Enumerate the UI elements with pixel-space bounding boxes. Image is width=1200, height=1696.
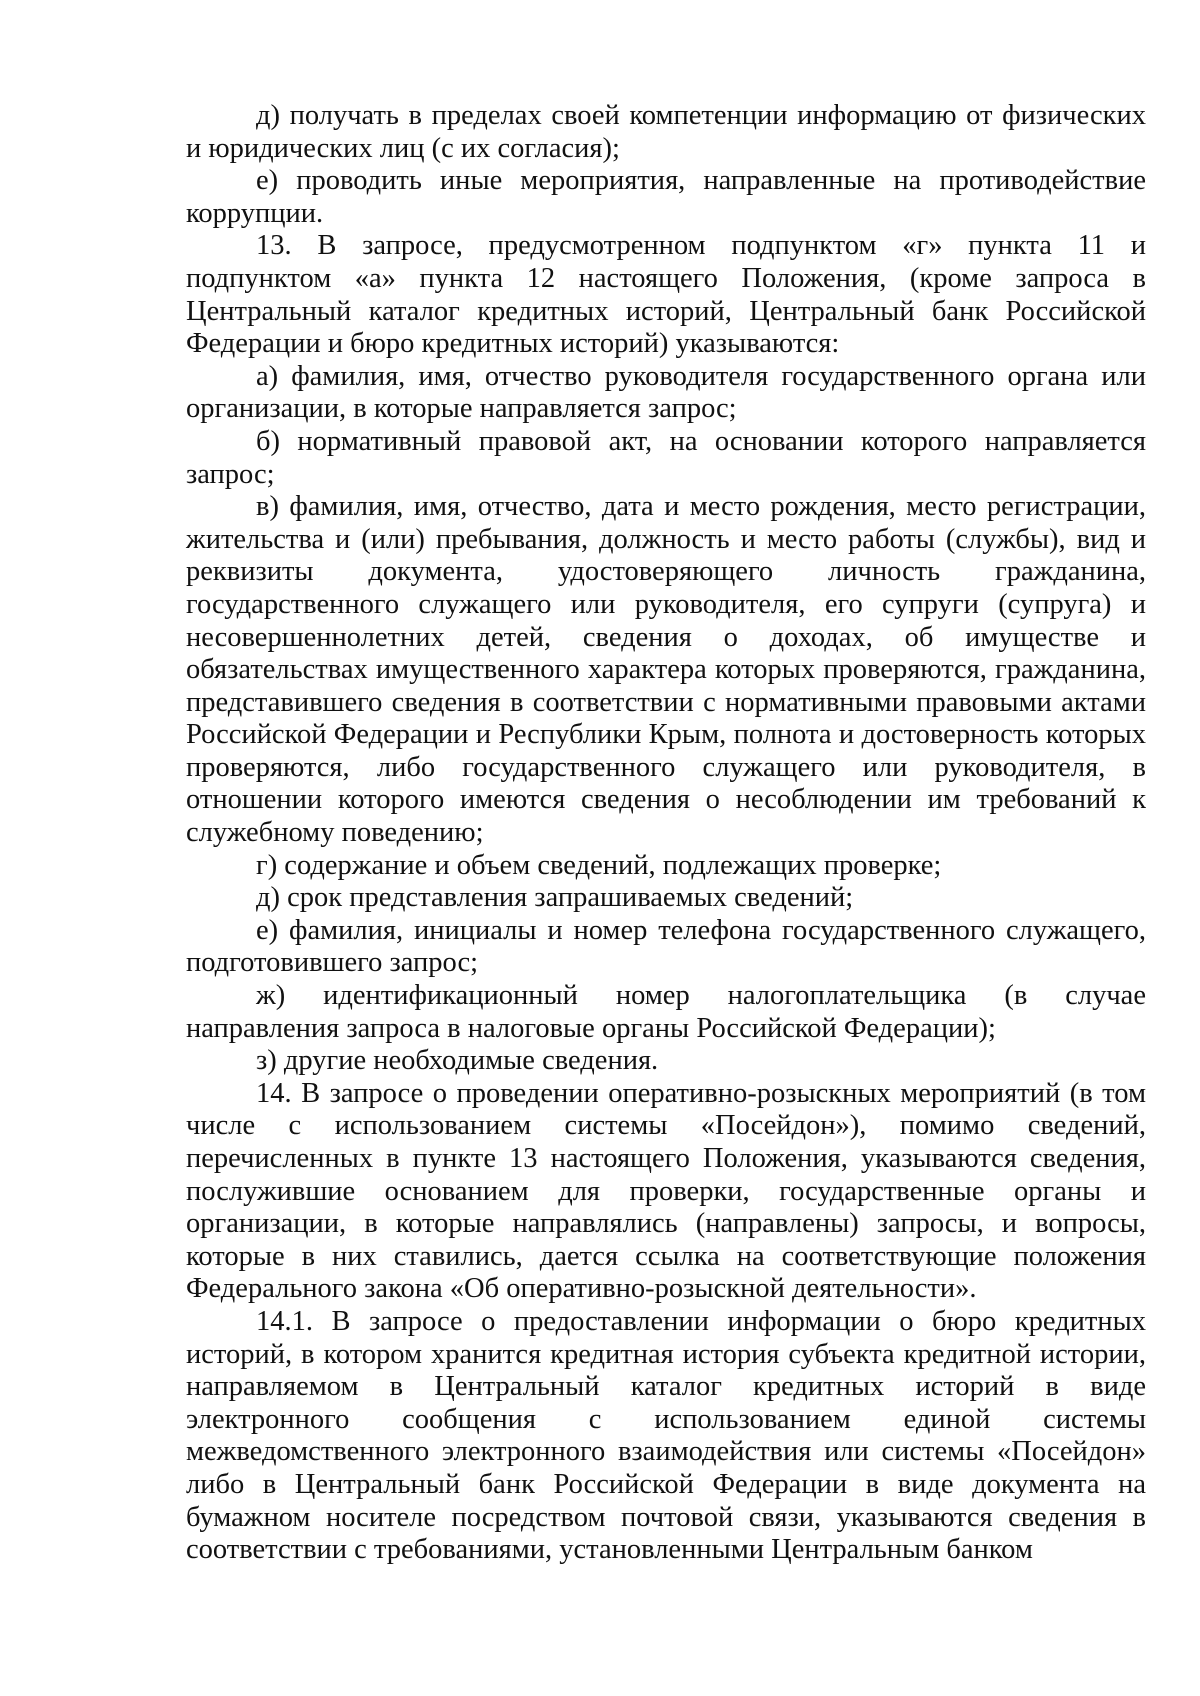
paragraph-14-1-credit-bureau: 14.1. В запросе о предоставлении информации о бюро кредитных историй, в котором хранится кредитная история субъекта кредитной истории, направляемом в Центральный каталог кредитных историй в виде электронного сообщения с использованием единой системы межведомственного электронного взаимодействия или системы «Посейдон» либо в Центральный банк Российской Федерации в виде документа на бумажном носителе посредством почтовой связи, указываются сведения в соответствии с требованиями, установленными Центральным банком xyxy=(186,1305,1146,1566)
paragraph-13d-deadline: д) срок представления запрашиваемых сведений; xyxy=(256,882,854,914)
paragraph-13a-head-name: а) фамилия, имя, отчество руководителя государственного органа или организации, в которые направляется запрос; xyxy=(186,360,1146,425)
paragraph-13zh-inn: ж) идентификационный номер налогоплательщика (в случае направления запроса в налоговые органы Российской Федерации); xyxy=(186,980,1146,1044)
paragraph-14-operational-search: 14. В запросе о проведении оперативно-розыскных мероприятий (в том числе с использованием системы «Посейдон»), помимо сведений, перечисленных в пункте 13 настоящего Положения, указываются сведения, послужившие основанием для проверки, государственные органы и организации, в которые направлялись (направлены) запросы, и вопросы, которые в них ставились, дается ссылка на соответствующие положения Федерального закона «Об оперативно-розыскной деятельности». xyxy=(186,1077,1146,1305)
paragraph-13e-preparer: е) фамилия, инициалы и номер телефона государственного служащего, подготовившего запрос; xyxy=(186,914,1146,979)
document-body xyxy=(186,100,1146,1567)
paragraph-13v-person-details: в) фамилия, имя, отчество, дата и место рождения, место регистрации, жительства и (или) пребывания, должность и место работы (службы), вид и реквизиты документа, удостоверяющего личность гражданина, государственного служащего или руководителя, его супруги (супруга) и несовершеннолетних детей, сведения о доходах, об имуществе и обязательствах имущественного характера которых проверяются, гражданина, представившего сведения в соответствии с нормативными правовыми актами Российской Федерации и Республики Крым, полнота и достоверность которых проверяются, либо государственного служащего или руководителя, в отношении которого имеются сведения о несоблюдении им требований к служебному поведению; xyxy=(186,491,1146,849)
paragraph-13-request-contents: 13. В запросе, предусмотренном подпунктом «г» пункта 11 и подпунктом «а» пункта 12 настоящего Положения, (кроме запроса в Центральный каталог кредитных историй, Центральный банк Российской Федерации и бюро кредитных историй) указываются: xyxy=(186,230,1146,360)
paragraph-e-other-measures: е) проводить иные мероприятия, направленные на противодействие коррупции. xyxy=(186,165,1146,229)
paragraph-13g-scope: г) содержание и объем сведений, подлежащих проверке; xyxy=(256,849,942,881)
paragraph-13b-legal-act: б) нормативный правовой акт, на основании которого направляется запрос; xyxy=(186,425,1146,490)
paragraph-d-receive-info: д) получать в пределах своей компетенции информацию от физических и юридических лиц (с их согласия); xyxy=(186,100,1146,164)
paragraph-13z-other: з) другие необходимые сведения. xyxy=(256,1045,659,1077)
